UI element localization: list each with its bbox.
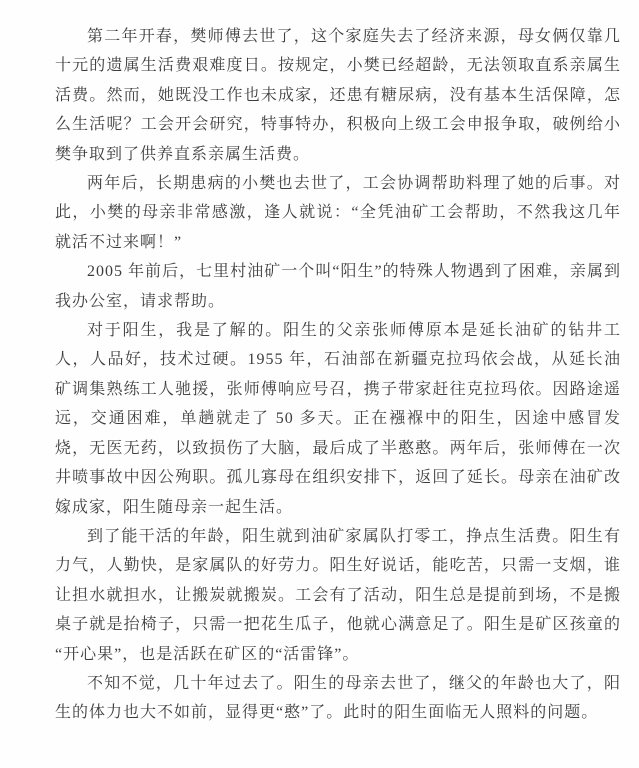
paragraph: 不知不觉，几十年过去了。阳生的母亲去世了，继父的年龄也大了，阳生的体力也大不如前，显得更“憨”了。此时的阳生面临无人照料的问题。 <box>55 674 621 722</box>
paragraph: 2005 年前后，七里村油矿一个叫“阳生”的特殊人物遇到了困难，亲属到我办公室，请求帮助。 <box>55 263 621 310</box>
paragraph: 对于阳生，我是了解的。阳生的父亲张师傅原本是延长油矿的钻井工人，人品好，技术过硬。1955 年，石油部在新疆克拉玛依会战，从延长油矿调集熟练工人驰援，张师傅响应号召，携子带家赶往克拉玛依。因路途遥远，交通困难，单趟就走了 50 多天。正在襁褓中的阳生，因途中感冒发烧，无医无药，以致损伤了大脑，最后成了半憨憨。两年后，张师傅在一次井喷事故中因公殉职。孤儿寡母在组织安排下，返回了延长。母亲在油矿改嫁成家，阳生随母亲一起生活。 <box>55 322 621 516</box>
paragraph: 第二年开春，樊师傅去世了，这个家庭失去了经济来源，母女俩仅靠几十元的遗属生活费艰难度日。按规定，小樊已经超龄，无法领取直系亲属生活费。然而，她既没工作也未成家，还患有糖尿病，没有基本生活保障，怎么生活呢？工会开会研究，特事特办，积极向上级工会申报争取，破例给小樊争取到了供养直系亲属生活费。 <box>55 28 621 163</box>
paragraph: 两年后，长期患病的小樊也去世了，工会协调帮助料理了她的后事。对此，小樊的母亲非常感激，逢人就说：“全凭油矿工会帮助，不然我这几年就活不过来啊！” <box>55 175 621 251</box>
paragraph: 到了能干活的年龄，阳生就到油矿家属队打零工，挣点生活费。阳生有力气，人勤快，是家属队的好劳力。阳生好说话，能吃苦，只需一支烟，谁让担水就担水，让搬炭就搬炭。工会有了活动，阳生总是提前到场，不是搬桌子就是抬椅子，只需一把花生瓜子，他就心满意足了。阳生是矿区孩童的“开心果”，也是活跃在矿区的“活雷锋”。 <box>55 527 621 663</box>
document-text-block <box>55 22 621 728</box>
